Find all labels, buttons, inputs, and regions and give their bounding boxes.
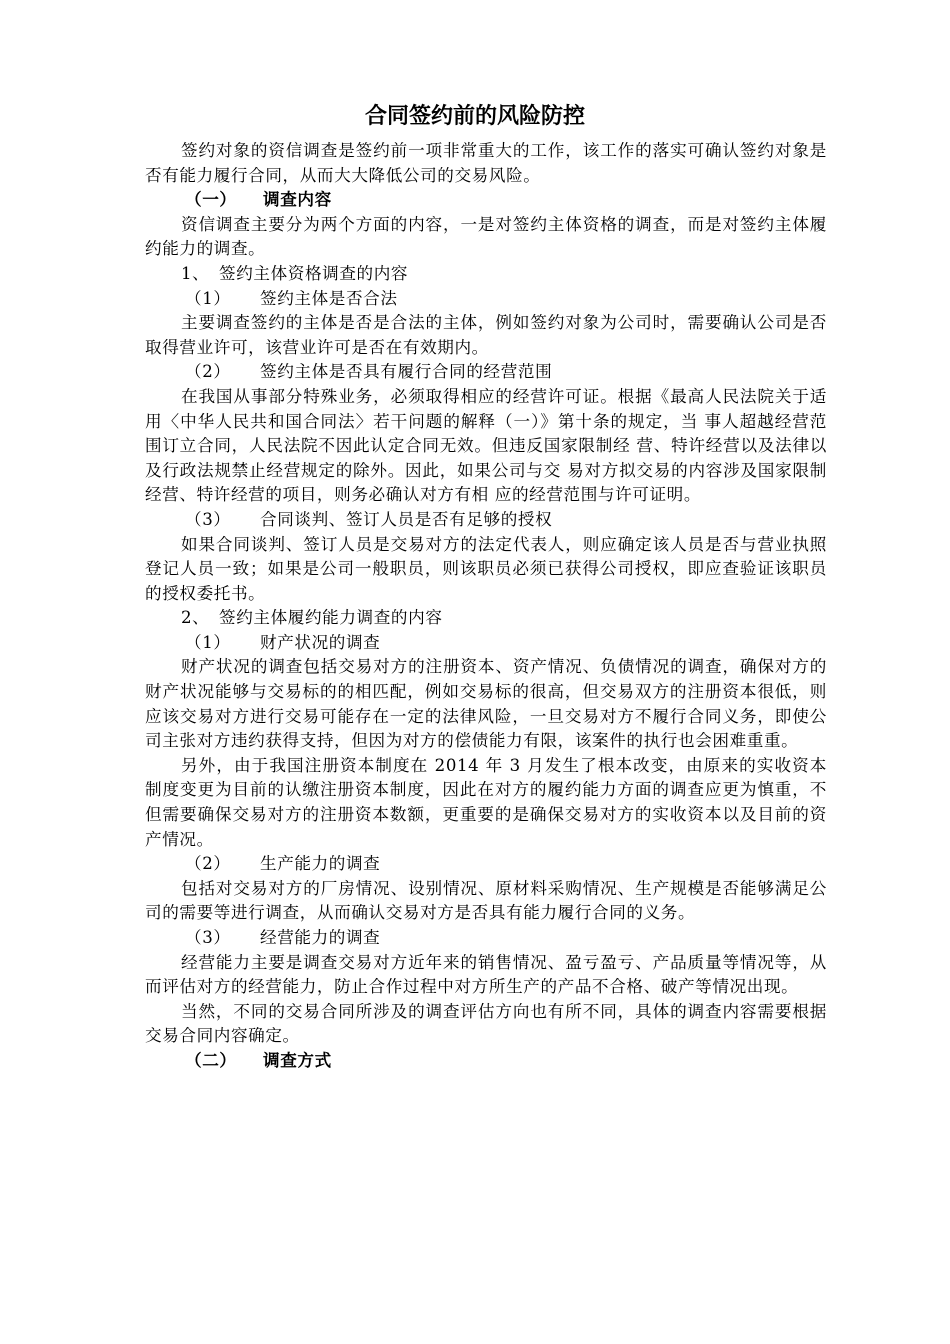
section-title: 调查方式 xyxy=(263,1050,332,1070)
subsection-heading-1 xyxy=(145,262,827,287)
subsection-title: 签约主体资格调查的内容 xyxy=(219,263,409,283)
item-title: 签约主体是否具有履行合同的经营范围 xyxy=(260,362,553,382)
item-number: （1） xyxy=(185,288,231,308)
section-title: 调查内容 xyxy=(263,190,332,210)
intro-paragraph: 签约对象的资信调查是签约前一项非常重大的工作，该工作的落实可确认签约对象是否有能力履行合同，从而大大降低公司的交易风险。 xyxy=(145,141,827,185)
item-heading-2-3 xyxy=(145,926,827,951)
paragraph: 在我国从事部分特殊业务，必须取得相应的经营许可证。根据《最高人民法院关于适用〈中华人民共和国合同法〉若干问题的解释（一）》第十条的规定，当 事人超越经营范围订立合同，人民法院不因此认定合同无效。但违反国家限制经 营、特许经营以及法律以及行政法规禁止经营规定的除外。因此，如果公司与交 易对方拟交易的内容涉及国家限制经营、特许经营的项目，则务必确认对方有相 应的经营范围与许可证明。 xyxy=(145,386,827,505)
subsection-number: 1、 xyxy=(181,263,210,283)
item-heading-1-3 xyxy=(145,508,827,533)
subsection-heading-2 xyxy=(145,606,827,631)
paragraph: 如果合同谈判、签订人员是交易对方的法定代表人，则应确定该人员是否与营业执照登记人员一致；如果是公司一般职员，则该职员必须已获得公司授权，即应查验证该职员的授权委托书。 xyxy=(145,534,827,603)
item-title: 生产能力的调查 xyxy=(260,854,381,874)
paragraph: 财产状况的调查包括交易对方的注册资本、资产情况、负债情况的调查，确保对方的财产状况能够与交易标的的相匹配，例如交易标的很高，但交易双方的注册资本很低，则应该交易对方进行交易可能存在一定的法律风险，一旦交易对方不履行合同义务，即使公司主张对方违约获得支持，但因为对方的偿债能力有限，该案件的执行也会困难重重。 xyxy=(145,657,827,751)
document-body xyxy=(145,139,827,1074)
section-intro-paragraph: 资信调查主要分为两个方面的内容，一是对签约主体资格的调查，而是对签约主体履约能力的调查。 xyxy=(145,214,827,259)
item-number: （2） xyxy=(185,854,231,874)
paragraph: 包括对交易对方的厂房情况、设别情况、原材料采购情况、生产规模是否能够满足公司的需要等进行调查，从而确认交易对方是否具有能力履行合同的义务。 xyxy=(145,878,827,923)
subsection-title: 签约主体履约能力调查的内容 xyxy=(219,608,443,628)
section-number: （二） xyxy=(185,1050,237,1070)
paragraph: 当然，不同的交易合同所涉及的调查评估方向也有所不同，具体的调查内容需要根据交易合同内容确定。 xyxy=(145,1001,827,1046)
item-title: 签约主体是否合法 xyxy=(260,288,398,308)
paragraph: 主要调查签约的主体是否是合法的主体，例如签约对象为公司时，需要确认公司是否取得营业许可，该营业许可是否在有效期内。 xyxy=(145,313,827,357)
item-title: 财产状况的调查 xyxy=(260,632,381,652)
item-number: （3） xyxy=(185,509,231,529)
item-title: 合同谈判、签订人员是否有足够的授权 xyxy=(260,509,553,529)
item-heading-1-2 xyxy=(145,360,827,385)
item-number: （2） xyxy=(185,362,231,382)
item-number: （1） xyxy=(185,632,231,652)
item-heading-2-2 xyxy=(145,852,827,877)
item-number: （3） xyxy=(185,928,231,947)
paragraph: 另外，由于我国注册资本制度在 2014 年 3 月发生了根本改变，由原来的实收资本制度变更为目前的认缴注册资本制度，因此在对方的履约能力方面的调查应更为慎重，不但需要确保交易对方的注册资本数额，更重要的是确保交易对方的实收资本以及目前的资产情况。 xyxy=(145,755,827,849)
paragraph: 经营能力主要是调查交易对方近年来的销售情况、盈亏盈亏、产品质量等情况等，从而评估对方的经营能力，防止合作过程中对方所生产的产品不合格、破产等情况出现。 xyxy=(145,952,827,997)
item-title: 经营能力的调查 xyxy=(260,928,381,947)
item-heading-2-1 xyxy=(145,631,827,656)
item-heading-1-1 xyxy=(145,287,827,312)
section-heading-2 xyxy=(145,1049,827,1074)
subsection-number: 2、 xyxy=(181,608,210,628)
section-number: （一） xyxy=(185,190,237,210)
section-heading-1 xyxy=(145,188,827,213)
page-title: 合同签约前的风险防控 xyxy=(364,104,585,129)
